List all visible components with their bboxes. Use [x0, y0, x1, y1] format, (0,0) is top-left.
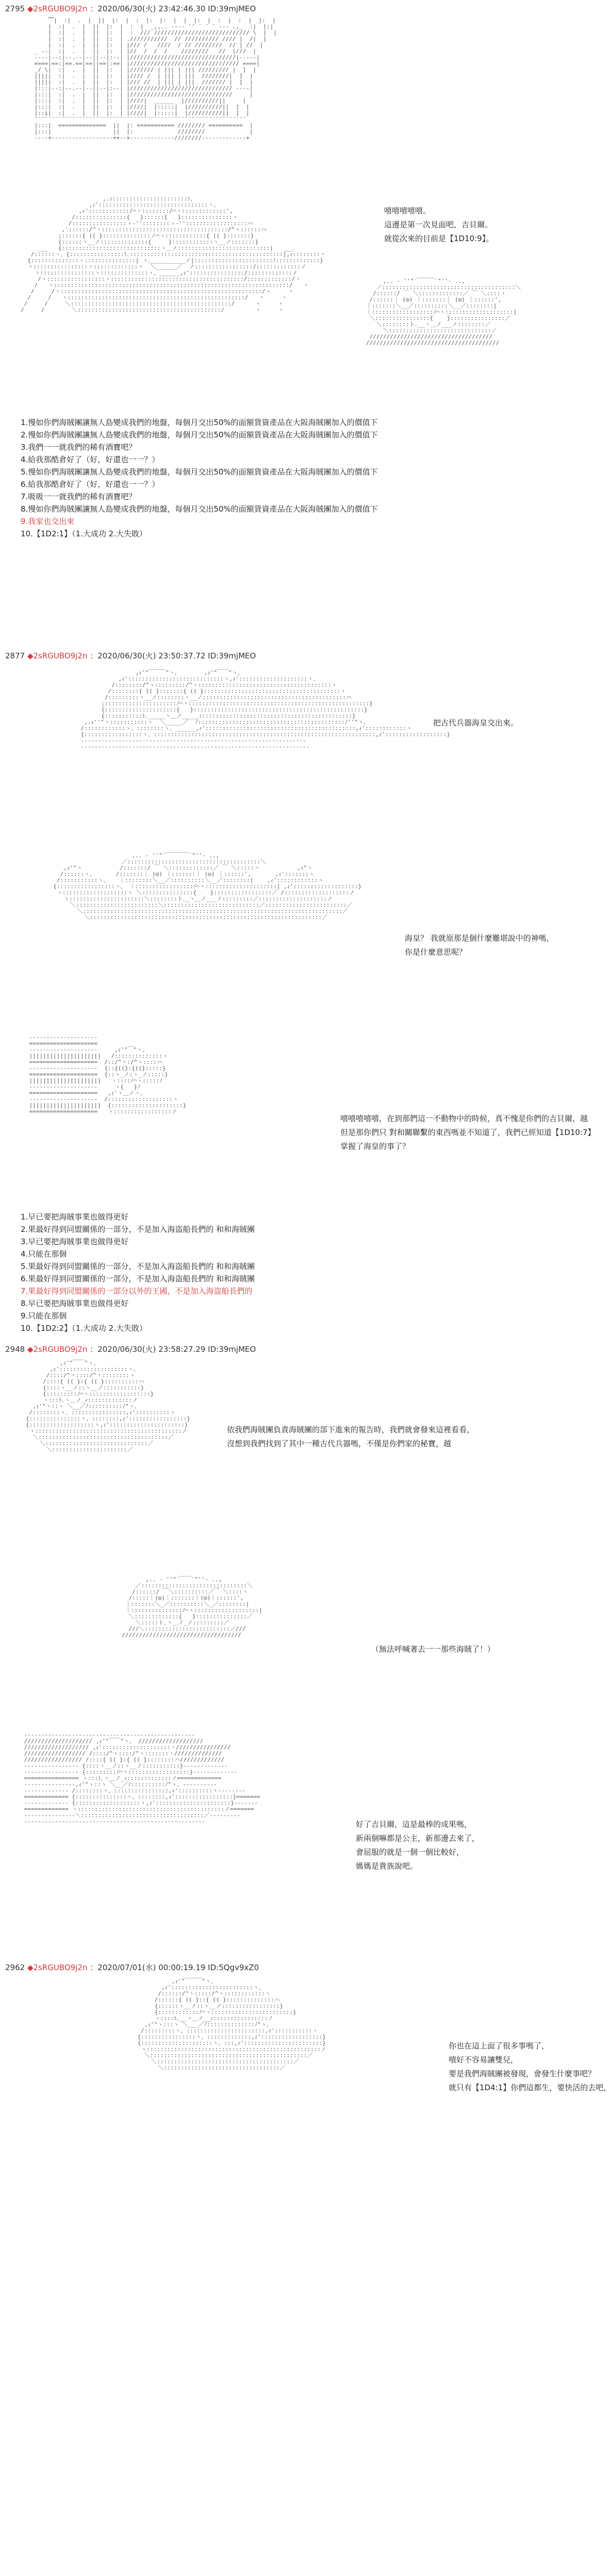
dialog-line: 嘻好不容易讓雙兒， [449, 2055, 519, 2064]
dialog-jinbe-thought [371, 1642, 495, 1656]
dialog-line: 把古代兵器海皇交出來。 [433, 718, 519, 727]
dialog-line: 新兩個嘛都是公主，新那邊去來了， [356, 1834, 480, 1843]
dialog-line: 沒想到我們找到了其中一種古代兵器嗎，不僅是你們家的秘寶，越 [227, 1439, 452, 1448]
dialog-jinbe [405, 931, 554, 959]
ascii-art-character-bigmom: ,ｨ'"￣￣￣"ヽ、 ,ｨ'"￣￣"ヽ、 ,ｨ'::::::::::::::::::::::::::::ヽ,ｨ'::::::::::::::::::::ヽ、 /::::::::/^ヽ:::::::::/^ヽ:::::::::::::::::::::::::::::::::::::::ヽ /::::::::{ (( }:::::::{ (( }::::::::::::::::::::::::::::::::::::::::ヽ /:::::::::ヽ__ノ::::::::ヽ__ノ::::::::::::::::::::::::::::::::::::::::::ハ ;:::::::::::::::::::::ﾉ⌒ヽ:::::::::::::::::::::::::::::::::::::::::::::::::::::} {:::::::::::::::::::::{ }::::::::::::::::::::::::::::::::::::::::::::::::::} {:::::::::::ﾄ､_____ヽ＿ノ_____ｨ::::::::::::::::::::::::::::::::::::::::::::} ,.ｨ''"ヽ:::::::::::ヽ ＼_____／ ﾉ:::::::::::::::::::::::::::::::::::::::::::ﾉ''"ヽ、 /::::::::::::ヽ、::::::::ヽ、______,ｨ'::::::::::::::::::::::::::::::::::::::::::::,ｨ'::::::::::::ヽ {:::::::::::::::::ヽ、:::::::::::::::::::::::::::::::::::::::::::::::::::::::::::::::::,ｨ'::::::::::::::::::} ‐‐‐‐‐‐‐‐‐‐‐‐‐‐‐‐‐‐‐‐‐‐‐‐‐‐‐‐‐‐‐‐‐‐‐‐‐‐‐‐‐‐‐‐‐‐‐‐‐‐‐‐‐‐‐‐‐‐‐‐‐‐‐‐‐‐ ‐‐‐‐‐‐‐‐‐‐‐‐‐‐‐‐‐‐‐‐‐‐‐‐‐‐‐‐‐‐‐‐‐‐‐‐‐‐‐‐‐‐‐‐‐‐‐‐‐‐‐‐‐‐‐‐‐‐‐‐‐‐‐‐‐‐‐ [80, 669, 450, 750]
option-item: 9.我家也交出來 [21, 517, 75, 526]
ascii-art-character-bigmom: ‐‐‐‐‐‐‐‐‐‐‐‐‐‐‐‐‐‐‐‐‐‐‐‐‐‐‐‐‐‐‐‐‐‐‐‐‐‐‐‐‐‐‐‐‐‐‐‐‐‐ //////////////////// ,ｨ'"￣￣"ヽ、 /////////////////// /////////////////// ,ｨ'::::::::::::::::::::ヽ//////////////// ////////////////// /::::/^ヽ::::/^ヽ:::::::ヽ////////////// ///////////////// /::::{ (( }:{ (( }::::::::ハ///////////// ‐‐‐‐‐‐‐‐‐‐‐‐‐‐‐‐ {::::ヽ__ノ::ヽ__ノ:::::::::::}‐‐‐‐‐‐‐‐‐‐‐‐‐ ‐‐‐‐‐‐‐‐‐‐‐‐‐‐‐‐ {:::::::::ﾉ⌒ヽ::::::::::::::::::}‐‐‐‐‐‐‐‐‐‐‐‐‐ ================ ヽ:::ﾄ､ヽ＿ノ_ｨ:::::::::::::ノ============= ‐‐‐‐‐‐‐‐‐‐‐‐‐‐‐,ｨ'"ヽ::ヽ ＼__／ﾉ::::::::::ﾉ"ヽ、‐‐‐‐‐‐‐‐‐‐ ‐‐‐‐‐‐‐‐‐‐‐‐‐ /::::::::ヽ、::::::::::::::::,ｨ'::::::::::ヽ‐‐‐‐‐‐‐‐ ============= {:::::::::::::::ヽ、::::::::,ｨ':::::::::::::::::}======= ‐‐‐‐‐‐‐‐‐‐‐‐‐ {:::::::::::::::::::ヽ,ｨ'::::::::::::::::::::::}‐‐‐‐‐‐‐ ============= ヽ:::::::::::::::::::::::::::::::::::::::::::ノ======= ‐‐‐‐‐‐‐‐‐‐‐‐‐‐‐＼::::::::::::::::::::::::::::::::::::／‐‐‐‐‐‐‐‐‐ ‐‐‐‐‐‐‐‐‐‐‐‐‐‐‐‐‐‐‐‐‐‐‐‐‐‐‐‐‐‐‐‐‐‐‐‐‐‐‐‐‐‐‐‐‐‐‐‐‐‐‐‐‐ [24, 1732, 260, 1825]
post-number[interactable]: 2795 [5, 4, 25, 13]
ascii-art-character-jinbe: ,.. ‐ ''"´￣￣￣￣`"''‐ .., ／:::::::::::::::::::::::::::::::::::::::＼ ,ｨ'"ヽ /:::::::/ ￣ ＼:::::::::::::／ ￣ ＼:::::ヽ ,ｨ"ヽ /::::::ヽ、 /:::::::｜ (◎) ｜:::::::｜ (◎) ｜::::::', ,ｨ':::::::ヽ /:::::::::::ヽ、 ｜::::::::＼__／::::::::::＼__／::::::::| ,ｨ'::::::::::::ヽ {:::::::::::::::::ヽ、 ｜:::::::::::::::::ﾉ⌒ヽ:::::::::::::::::::::| ,ｨ':::::::::::::::::::} ヽ:::::::::::::::::::ヽ ＼:::::::::::::::{ }:::::::::::::::::／ /:::::::::::::::::::ノ ヽ::::::::::::::::::::::＼::::::::ト､_ヽ＿ノ___ノ:::::::::／::::::::::::::::::::ノ ＼::::::::::::::::::::::::＼::::::::::::::::::::::::::::／::::::::::::::::::::::::／ ＼::::::::::::::::::::::::::::::::::::::::::::::::::::::::::::::::::::::::::::／ ＼::::::::::::::::::::::::::::::::::::::::::::::::::::::::::::::::::::／ [53, 852, 362, 921]
option-list [21, 416, 378, 540]
dialog-line: 好了吉貝爾，這是最棒的成果嗎， [356, 1820, 472, 1829]
dialog-line: 就從次來的目前是【1D10:9】。 [384, 234, 494, 243]
ascii-art-character-bigmom: ,.ｨ::::::::::::::::::::::ｧ、 ,ｨ'::::::::::::::::::::::::::::::::ヽ、 ,ｨ'::::::::::::/⌒ヽ::::::::/⌒ヽ:::::::::::::', /:::::::::::::::{ }::::::{ }:::::::::::::::ヽ /::::::::::::::::ゝ‐''::::::::ゝ‐''::::::::::::::::::ハ ,'::::::/^ヽ:::::::::::::::::::::::::::::::::::::/^ヽ::::::ハ ;::::::{ (( }::::::::::::::ノ⌒ヽ::::::::::::{ (( }:::::::} {::::::ヽ__ノ::::::::::::::{ }::::::::::::ヽ__ノ:::::::} ___ {:::::::::::::::::::::::::::::ヽ＿ノ:::::::::::::::::::::::::::| ___ /::::::ヽ、{::::::::::::::::ﾄ､::::::::::::::::::::::ｨ::::::::::::::::::::::|,ｨ::::::::ヽ {::::::::::::::ヽ:::::::::::::::| ヽ､__________ノ|:::::::::::::::::::::::ﾉ:::::::::::::} ヽ::::::::::::::::ヽ:::::::::::::ヽ ＼______／ ノ:::::::::::::::::/:::::::::::::ノ ヽ::::::::::::::::ヽ::::::::::::::ヽ、______,ｨ'::::::::::::::::/:::::::::::::ノ /ヽ:::::::::::::::::ヽ:::::::::::::::::::::::::::::::::::::::/:::::::::::::/ヽ / ヽ:::::::::::::::::::::::::::::::::::::::::::::::::::::::::::::::::::::/ ヽ / /ヽ:::::::::::::::::::::::::::::::::::::::::::::::::::::::::::/ヽ ヽ / / ヽ::::::::::::::::::::::::::::::::::::::::::::::::::::/ ヽ ヽ / / ＼:::::::::::::::::::::::::::::::::::::::::::::::/ ヽ ヽ / / ＼::::::::::::::::::::::::::::::::::::::::::/ ヽ ヽ [21, 195, 326, 313]
dialog-bigmom-5 [356, 1818, 480, 1873]
post-number[interactable]: 2877 [5, 651, 25, 660]
option-item: 6.給我那酷倉好了（好，好還也一一？） [21, 480, 160, 489]
poster-trip: ◆2sRGUBO9j2n [27, 1345, 88, 1354]
post-meta: ：2020/06/30(火) 23:58:27.29 ID:39mjMEO [90, 1345, 256, 1354]
dialog-bigmom-2 [433, 716, 518, 730]
ascii-art-character-jinbe: ,.. ‐ ''"´￣￣￣`"''‐ .., ／:::::::::::::::::::::::::::::::::::::::＼ /::::::/ ￣ ＼:::::::::::::／ ￣ ＼::::ヽ /::::::｜ (◎) ｜:::::::｜ (◎) ｜::::::', ｜:::::::＼__／::::::::::＼__／::::::::| ｜::::::::::::::::::ﾉ⌒ヽ::::::::::::::::::::| ＼::::::::::::::::{ }::::::::::::::::／ ＼::::::::ト､__ヽ＿ノ___ノ::::::::／ ＼::::::::::::::::::::::::::::::／ //////////////////////////////////// /////////////////////////////////////// [366, 278, 521, 346]
option-item: 4.給我那酷倉好了（好，好還也一一？） [21, 455, 160, 464]
ascii-art-character-bigmom: ,ｨ'"￣￣"ヽ、 ,ｨ'::::::::::::::::::::ヽ、 /::::/^ヽ::::/^ヽ::::::::ヽ /::::{ (( }:{ (( }::::::::::ハ {::::ヽ__ノ::ヽ__ノ:::::::::::} {:::::::::ﾉ⌒ヽ::::::::::::::::::} ヽ:::ﾄ､ヽ＿ノ_ｨ:::::::::::::ノ ,ｨ'"ヽ::ヽ ＼__／ﾉ::::::::::ﾉ"ヽ、 /::::::::ヽ、::::::::::::::::,ｨ'::::::::::ヽ {:::::::::::::::ヽ、::::::::,ｨ':::::::::::::::::} {:::::::::::::::::::ヽ,ｨ'::::::::::::::::::::::} ヽ:::::::::::::::::::::::::::::::::::::::::::ノ ＼::::::::::::::::::::::::::::::::::::::／ ＼::::::::::::::::::::::::::::::／ ＼::::::::::::::::::::::／ [26, 1360, 190, 1453]
option-item: 9.只能在那個 [21, 1311, 67, 1320]
dialog-line: 就只有【1D4:1】你們這都生，要快活的去吧， [449, 2083, 611, 2092]
poster-trip: ◆2sRGUBO9j2n [27, 1963, 88, 1972]
roll-result: 10.【1D2:1】（1.大成功 2.大失敗） [21, 529, 147, 538]
dialog-bigmom-3 [340, 1112, 596, 1154]
option-item: 5.慢如你們海賊團讓無人島變成我們的地盤，每個月交出50%的面額貨資產品在大阪海賊團加入的價值下 [21, 467, 378, 477]
ascii-art-character-bigmom: ‐‐‐‐‐‐‐‐‐‐‐‐‐‐‐‐‐‐‐‐ ==================== ‐‐‐‐‐‐‐‐‐‐‐‐‐‐‐‐‐‐‐‐ ,ｨ'"￣"ヽ、 ||||||||||||||||||||| /::::::::::::::ヽ ==================== /::/^ヽ:/^ヽ::::ハ ‐‐‐‐‐‐‐‐‐‐‐‐‐‐‐‐‐‐‐‐ {::{((}:{((}:::::} ==================== {::ヽ_ノ:ヽ_ノ:::::} ||||||||||||||||||||| ヽ::::ﾉ⌒ヽ:::::ﾉ ‐‐‐‐‐‐‐‐‐‐‐‐‐‐‐‐‐‐‐‐ ヽ{ }ﾉ ==================== ,ｨ'ヽ＿ノヽ、 ‐‐‐‐‐‐‐‐‐‐‐‐‐‐‐‐‐‐‐‐ /:::::::::::::::::::ヽ ||||||||||||||||||||| {:::::::::::::::::::::} ==================== ヽ:::::::::::::::::ノ [29, 1034, 187, 1115]
dialog-line: 要是我們海賊團被發現，會發生什麼事吧？ [449, 2069, 596, 2078]
dialog-bigmom-6 [449, 2039, 611, 2095]
option-item: 3.我們一一就我們的稀有酒寶吧？ [21, 443, 137, 452]
option-item: 5.果最好得到同盟關係的一部分，不是加入海盗船長們的 和和海賊團 [21, 1262, 255, 1271]
ascii-art-character-bigmom: ,ｨ'"￣￣￣"ヽ、 ,ｨ'::::::::::::::::::::::::ヽ、 /::::::/^ヽ:::::/^ヽ::::::::::::ヽ /::::::{ (( }::{ (( }::::::::::::::ハ {::::::ヽ__ノ::ヽ__ノ:::::::::::::::::} {::::::::::::ﾉ⌒ヽ::::::::::::::::::::::::} ヽ::::ﾄ､__ヽ＿ノ__ｨ::::::::::::::::ノ ,ｨ'"ヽ:::ヽ ＼___／ﾉ::::::::::::::ﾉ"ヽ、 /:::::::::ヽ、:::::::::::::::::::::::,ｨ':::::::::::ヽ {::::::::::::::::ヽ、:::::::::::::,ｨ'::::::::::::::::::} {:::::::::::::::::::::ヽ、:::,ｨ':::::::::::::::::::::::} ヽ:::::::::::::::::::::::::::::::::::::::::::::::::::ノ ＼::::::::::::::::::::::::::::::::::::::::::::::／ ＼::::::::::::::::::::::::::::::::::::::::／ ＼::::::::::::::::::::::::::::::::::／ [137, 1978, 326, 2071]
dialog-line: 但是那你們只 對和關聯繫的東西嗎並不知道了，我們已經知道【1D10:7】 [340, 1128, 596, 1137]
option-item: 8.早已要把海賊事業也做得更好 [21, 1299, 129, 1308]
dialog-line: 依我們海賊團負責海賊團的部下進來的報告時，我們就會發來這裡看看， [227, 1425, 475, 1434]
dialog-line: 你是什麼意思呢？ [405, 947, 467, 957]
option-item: 4.只能在那個 [21, 1249, 67, 1259]
option-item: 7.果最好得到同盟關係的一部分以外的王國，不是加入海盗船長們的 [21, 1286, 253, 1296]
post-number[interactable]: 2948 [5, 1345, 25, 1354]
post-header [5, 1962, 259, 1973]
option-item: 6.果最好得到同盟關係的一部分，不是加入海盗船長們的 和和海賊團 [21, 1274, 255, 1283]
dialog-line: 掌握了海皇的事了？ [340, 1142, 410, 1151]
post-meta: ：2020/06/30(火) 23:42:46.30 ID:39mjMEO [90, 4, 256, 13]
option-item: 2.慢如你們海賊團讓無人島變成我們的地盤，每個月交出50%的面額貨資產品在大阪海賊團加入的價值下 [21, 430, 378, 439]
option-list [21, 1211, 255, 1334]
dialog-line: 海皇？ 我就原那是個什麼難堪說中的神嗎， [405, 934, 554, 943]
poster-trip: ◆2sRGUBO9j2n [27, 651, 88, 660]
option-item: 3.早已要把海賊事業也做得更好 [21, 1237, 129, 1246]
ascii-art-character-jinbe: ,.. ‐ ''"´￣￣`"''‐ .., ／:::::::::::::::::::::::::::::::＼ /::::::/ ￣＼::::::::::／￣ ＼::::ヽ /:::::｜(◎)｜:::::::｜(◎)｜::::::', ｜:::::::＼_／::::::::::＼_／::::::::| ｜:::::::::::::::ﾉ⌒ヽ:::::::::::::::::::| ＼:::::::::::::{ }:::::::::::::::／ ＼:::::ト､ヽ＿ノ_ノ:::::::::／ ///＼:::::::::::::::::::::::::／/// /////////////////////////////////// [122, 1576, 262, 1638]
post-header [5, 3, 256, 14]
option-item: 2.果最好得到同盟關係的一部分，不是加入海盗船長們的 和和海賊團 [21, 1225, 255, 1234]
post-header [5, 1344, 256, 1354]
dialog-line: 會屈服的就是一個一個比較好， [356, 1848, 465, 1857]
option-item: 1.早已要把海賊事業也做得更好 [21, 1212, 129, 1222]
option-item: 8.慢如你們海賊團讓無人島變成我們的地盤，每個月交出50%的面額貨資產品在大阪海賊團加入的價值下 [21, 504, 378, 514]
dialog-line: （無法呼喊著去一一那些海賊了！） [371, 1645, 496, 1654]
roll-result: 10.【1D2:2】（1.大成功 2.大失敗） [21, 1324, 147, 1333]
post-number[interactable]: 2962 [5, 1963, 25, 1972]
ascii-art-building: ⎺| :| . | || |: | : |: |: | | |: | : | : | |: | | :| . | || |: | : | _,,.. --‐‐ '' ¨ ¨ ¨ ‐‐- .,_ :| |:| | :| . | || |: | : /// //////////////////////////// \ | | | :| . | || |: | ./////////// // ////////// //// | /| | | :| . | || |: | |/// / //// / // //////// // | // | _ -‐| :| . | || |: | |// / / / //////// // |/// | ---‐|‐‐:|‐‐.‐‐|‐‐||‐‐|:‐‐| |///////////////////////////////|‐‐‐‐‐| ====|==:|==.==|==||==|:==| |//////////////////////////////// ====| _/ \| :| . | || |: | |/////// | ||| | ||| ///////// | ] | ||||| :| . | || |: | |//// / | ||| | ||| ////////| ] | ||||| :| . | || |: | |/// // | ||| | ||| /////// | ] | |:::|‐‐:|‐‐.‐‐|‐‐||‐‐|:‐‐| |////////////////////////////// ‐‐‐‐| |:::| :| . | || |: | |////////////////////////////// | |:::| :| . | || |: | |////| ______ |//////////|| | |:::| :| . | || |: | |////| |:::::| |//////////|| ] | |::i| :| . | || |: | |////| |:::::| |//////////|| ] | ¨¨¨¨¨¨¨¨¨¨¨¨¨¨¨¨¨¨¨¨¨¨¨¨¨¨¨¨¨¨¨¨¨¨¨¨¨¨¨¨¨¨¨¨¨¨¨¨¨¨¨¨¨¨¨¨¨¨¨¨¨¨ |:::| ============== || |: =========== //////// ========== | |:::| || |: //////// | ‐‐‐‐+‐‐‐‐‐‐‐‐‐‐‐‐‐‐‐‐‐‐++‐‐+‐‐‐‐‐‐‐‐‐‐‐‐‐////////‐‐‐‐‐‐‐‐‐‐‐‐‐+ [34, 17, 277, 141]
post-header [5, 650, 256, 661]
dialog-line: 嘻嘻嘻嘻嘻，在到那們這一不動物中的時候，真不愧是你們的吉貝爾，越 [340, 1114, 588, 1123]
option-item: 7.吸吸一一就我們的稀有酒寶吧？ [21, 492, 137, 501]
post-meta: ：2020/07/01(水) 00:00:19.19 ID:5Qgv9xZ0 [90, 1963, 259, 1972]
dialog-bigmom-4 [227, 1423, 474, 1451]
dialog-line: 嘻嘻嘻嘻嘻。 [384, 206, 431, 215]
dialog-line: 你也在這上面了很多事嗎了， [449, 2041, 550, 2050]
post-meta: ：2020/06/30(火) 23:50:37.72 ID:39mjMEO [90, 651, 256, 660]
option-item: 1.慢如你們海賊團讓無人島變成我們的地盤，每個月交出50%的面額貨資產品在大阪海賊團加入的價值下 [21, 418, 378, 427]
dialog-bigmom-1 [384, 204, 493, 246]
poster-trip: ◆2sRGUBO9j2n [27, 4, 88, 13]
dialog-line: 媽媽是貴族說吧。 [356, 1861, 418, 1871]
dialog-line: 這邊是第一次見面吧，吉貝爾。 [384, 220, 493, 229]
